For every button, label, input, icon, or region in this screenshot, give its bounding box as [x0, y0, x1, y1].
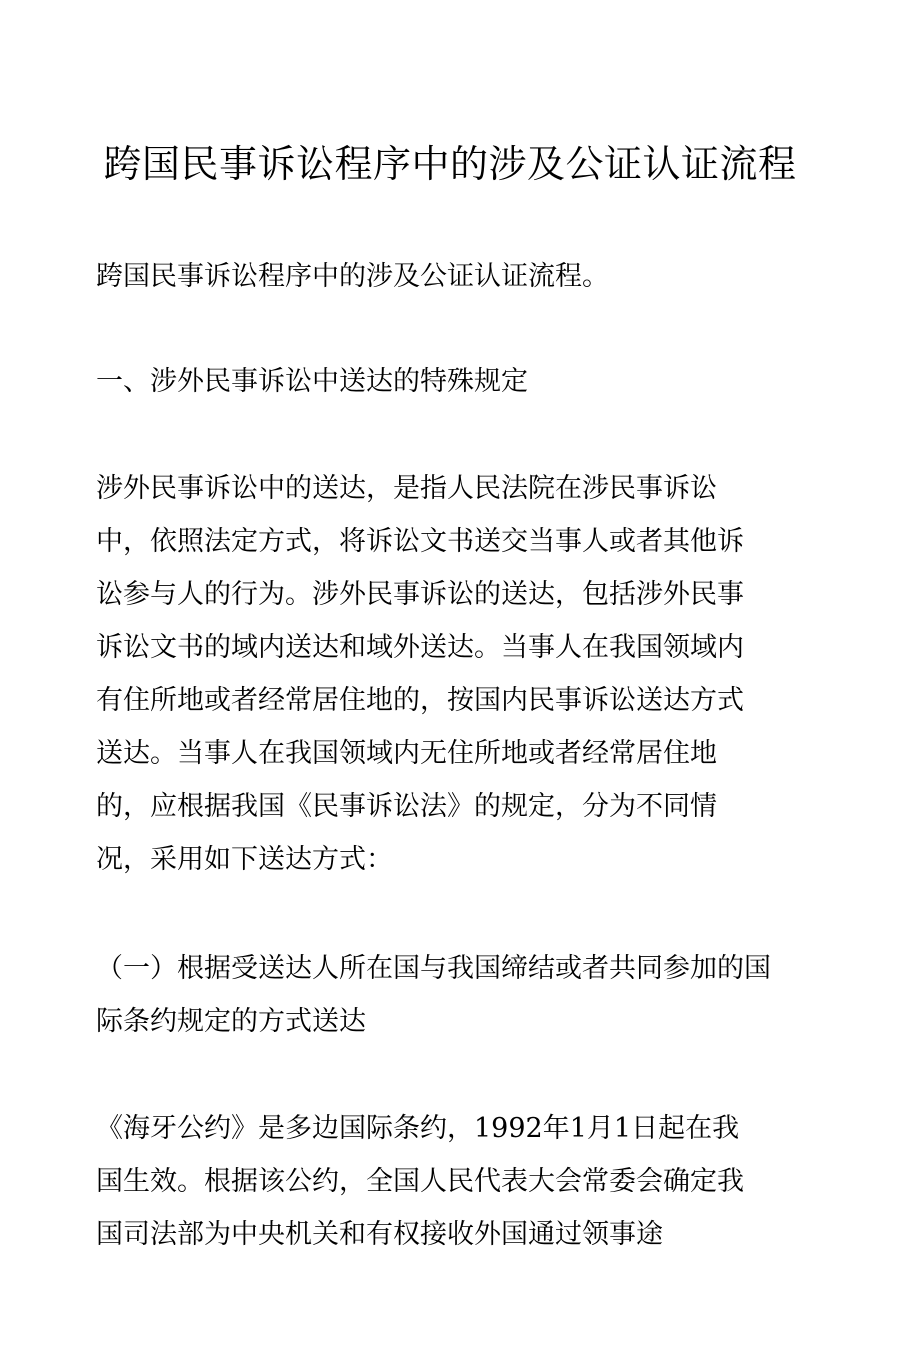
subsection-heading: （一）根据受送达人所在国与我国缔结或者共同参加的国际条约规定的方式送达: [96, 953, 771, 1037]
body-paragraph-2: 《海牙公约》是多边国际条约，1992年1月1日起在我国生效。根据该公约，全国人民代表大会常委会确定我国司法部为中央机关和有权接收外国通过领事途: [96, 1113, 744, 1250]
section-heading: 一、涉外民事诉讼中送达的特殊规定: [96, 366, 528, 397]
body-paragraph: 涉外民事诉讼中的送达，是指人民法院在涉民事诉讼中，依照法定方式，将诉讼文书送交当事人或者其他诉讼参与人的行为。涉外民事诉讼的送达，包括涉外民事诉讼文书的域内送达和域外送达。当事人在我国领域内有住所地或者经常居住地的，按国内民事诉讼送达方式送达。当事人在我国领域内无住所地或者经常居住地的，应根据我国《民事诉讼法》的规定，分为不同情况，采用如下送达方式：: [96, 473, 744, 875]
document-title: 跨国民事诉讼程序中的涉及公证认证流程: [103, 142, 797, 186]
intro-paragraph: 跨国民事诉讼程序中的涉及公证认证流程。: [96, 261, 609, 292]
